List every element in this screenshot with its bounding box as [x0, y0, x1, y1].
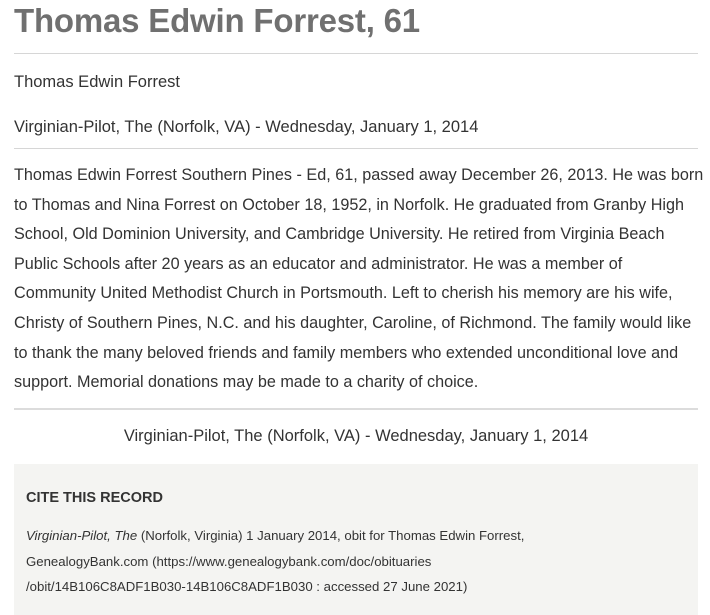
- citation-line-3: /obit/14B106C8ADF1B030-14B106C8ADF1B030 : accessed 27 June 2021): [26, 579, 468, 594]
- citation-publication: Virginian-Pilot, The: [26, 528, 138, 543]
- deceased-name: Thomas Edwin Forrest: [14, 73, 180, 91]
- divider-top: [14, 53, 698, 54]
- citation-line-1: [26, 523, 686, 549]
- citation-line-1-rest: (Norfolk, Virginia) 1 January 2014, obit for Thomas Edwin Forrest,: [137, 528, 525, 543]
- citation-text: [26, 523, 686, 600]
- source-line: Virginian-Pilot, The (Norfolk, VA) - Wednesday, January 1, 2014: [14, 118, 479, 136]
- divider-bottom: [14, 408, 698, 410]
- divider-middle: [14, 148, 698, 149]
- cite-record-box: [14, 464, 698, 615]
- page-title: Thomas Edwin Forrest, 61: [14, 2, 420, 39]
- cite-heading: CITE THIS RECORD: [26, 490, 163, 506]
- obituary-text: Thomas Edwin Forrest Southern Pines - Ed, 61, passed away December 26, 2013. He was born to Thomas and Nina Forrest on October 18, 1952, in Norfolk. He graduated from Granby High School, Old Dominion University, and Cambridge University. He retired from Virginia Beach Public Schools after 20 years as an educator and administrator. He was a member of Community United Methodist Church in Portsmouth. Left to cherish his memory are his wife, Christy of Southern Pines, N.C. and his daughter, Caroline, of Richmond. The family would like to thank the many beloved friends and family members who extended unconditional love and support. Memorial donations may be made to a charity of choice.: [14, 166, 704, 392]
- source-footer: Virginian-Pilot, The (Norfolk, VA) - Wednesday, January 1, 2014: [123, 427, 589, 445]
- citation-line-2: GenealogyBank.com (https://www.genealogybank.com/doc/obituaries: [26, 553, 432, 569]
